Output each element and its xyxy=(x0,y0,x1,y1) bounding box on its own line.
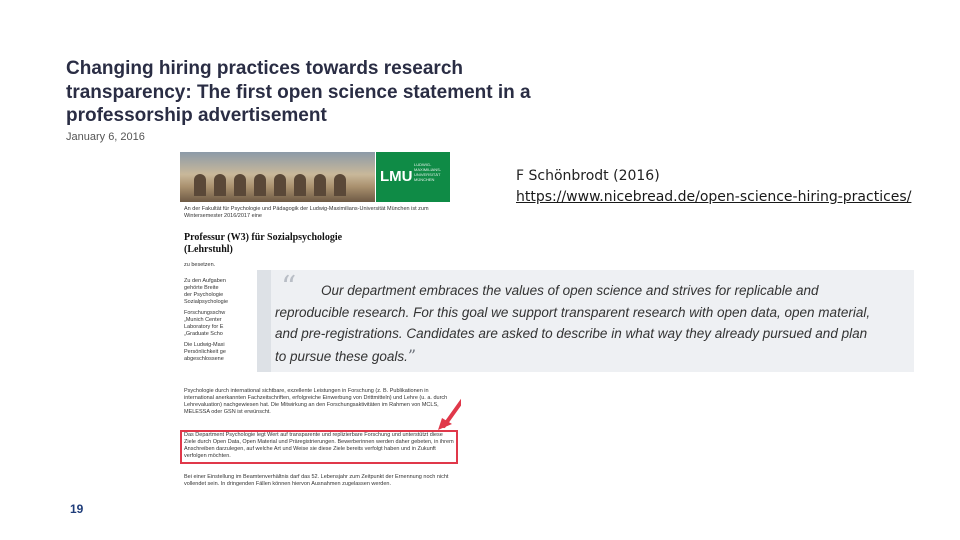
advert-position-title: Professur (W3) für Sozialpsychologie (Lehrstuhl) xyxy=(184,232,343,255)
citation xyxy=(516,166,911,208)
close-quote-mark: ” xyxy=(407,345,417,365)
lmu-logo-text: LMU xyxy=(380,168,413,185)
article-date: January 6, 2016 xyxy=(66,131,145,143)
lmu-logo-subtext: LUDWIG-MAXIMILIANS-UNIVERSITÄT MÜNCHEN xyxy=(414,162,442,182)
university-building-photo xyxy=(180,152,375,202)
advert-truncated-lines: Zu den Aufgaben gehörte Breite der Psychologie Sozialpsychologie Forschungsschw „Munich Center Laboratory for E „Graduate Scho Die Ludwig-Maxi Persönlichkeit ge abgeschlossene xyxy=(184,278,229,362)
lmu-logo xyxy=(376,152,450,202)
citation-author: F Schönbrodt (2016) xyxy=(516,168,660,184)
citation-link[interactable]: https://www.nicebread.de/open-science-hiring-practices/ xyxy=(516,189,912,205)
advert-paragraph-2: Bei einer Einstellung im Beamtenverhältnis darf das 52. Lebensjahr zum Zeitpunkt der Ernennung noch nicht vollendet sein. In dringenden Fällen können hiervon Ausnahmen zugelassen werden. xyxy=(184,474,449,487)
quote-block xyxy=(257,270,914,372)
quote-text: Our department embraces the values of open science and strives for replicable and reproducible research. For this goal we support transparent research with open data, open material, and pre-registrations. Candidates are asked to describe in what way they already pursued and plan to pursue these goals. xyxy=(275,283,871,364)
advert-zu-besetzen: zu besetzen. xyxy=(184,262,216,268)
advert-paragraph-1: Psychologie durch international sichtbare, exzellente Leistungen in Forschung (z. B. Publikationen in international anerkannten Fachzeitschriften, erfolgreiche Einwerbung von Drittmitteln) und Lehre (u. a. durch Lehrevaluation) nachgewiesen hat. Die Mitwirkung an den Forschungsaktivitäten im Rahmen von MCLS, MELESSA oder GSN ist erwünscht. xyxy=(184,388,448,415)
article-headline: Changing hiring practices towards research transparency: The first open science statement in a professorship advertisement xyxy=(66,58,531,126)
advert-intro: An der Fakultät für Psychologie und Pädagogik der Ludwig-Maximilians-Universität München ist zum Wintersemester 2016/2017 eine xyxy=(184,206,429,219)
red-arrow-icon xyxy=(438,394,461,432)
advert-highlighted-paragraph: Das Department Psychologie legt Wert auf transparente und replizierbare Forschung und unterstützt diese Ziele durch Open Data, Open Material und Präregistrierungen. Bewerberinnen werden daher gebeten, in ihrem Anschreiben darzulegen, auf welche Art und Weise sie diese Ziele bereits verfolgt haben und in Zukunft verfolgen möchten. xyxy=(184,432,454,459)
quote-text-wrapper xyxy=(275,280,875,367)
highlight-box xyxy=(180,430,458,464)
open-quote-mark: “ xyxy=(281,270,297,305)
slide-number: 19 xyxy=(70,502,84,516)
